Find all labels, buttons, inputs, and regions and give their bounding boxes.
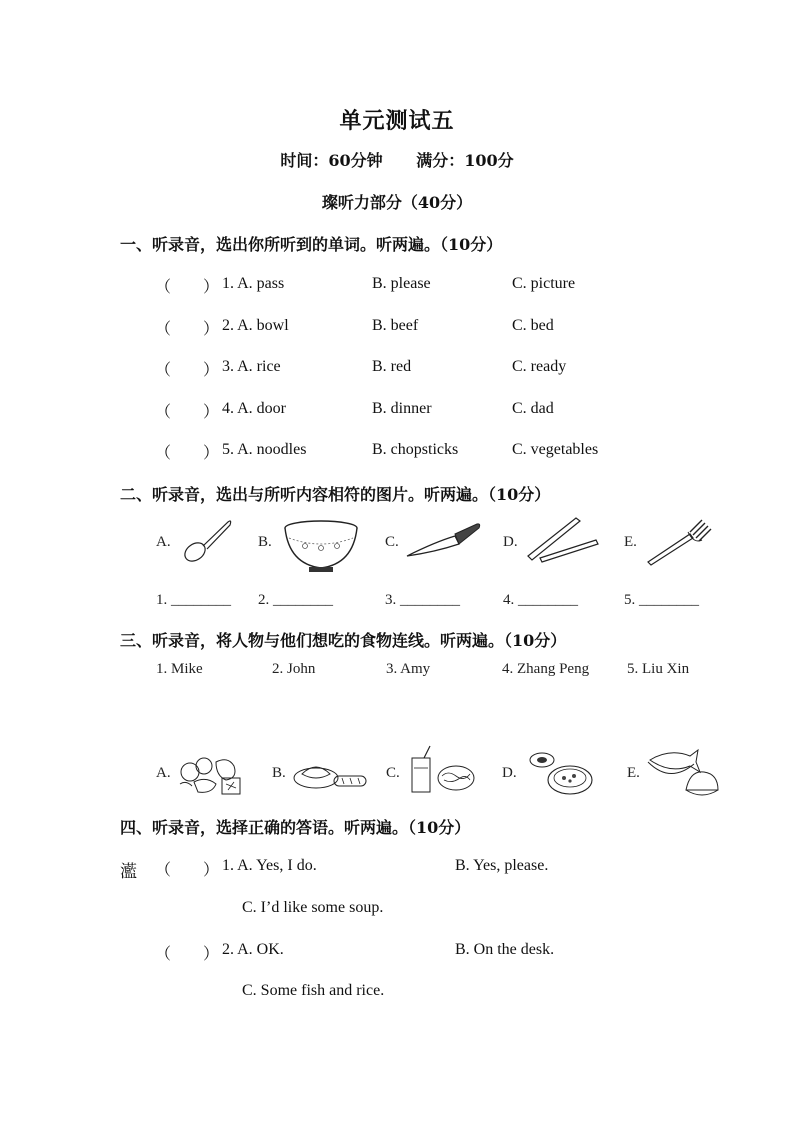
answer-blank-4[interactable]: 4. ________ (503, 592, 578, 608)
option-c: C. Some fish and rice. (242, 982, 385, 999)
page-title: 单元测试五 (339, 108, 455, 134)
answer-paren[interactable]: （ ） (155, 404, 220, 421)
food-label-c: C. (386, 765, 400, 781)
option-a: 1. A. Yes, I do. (222, 857, 317, 874)
option-b: B. beef (372, 317, 419, 334)
option-a: 3. A. rice (222, 358, 281, 375)
full-score: 满分：100分 (416, 151, 514, 170)
option-b: B. dinner (372, 400, 432, 417)
bread-icon (292, 756, 368, 792)
section4-heading: 四、听录音，选择正确的答语。听两遍。（10分） (120, 818, 471, 837)
juice-noodles-icon (408, 744, 478, 796)
picture-label-d: D. (503, 534, 518, 550)
answer-paren[interactable]: （ ） (155, 362, 220, 379)
option-b: B. chopsticks (372, 441, 459, 458)
person-4: 4. Zhang Peng (502, 661, 590, 677)
exam-meta (0, 148, 794, 171)
food-label-b: B. (272, 765, 286, 781)
option-c: C. ready (512, 358, 567, 375)
knife-icon (405, 520, 481, 560)
food-label-a: A. (156, 765, 171, 781)
option-c: C. dad (512, 400, 554, 417)
answer-blank-3[interactable]: 3. ________ (385, 592, 460, 608)
answer-paren[interactable]: （ ） (155, 946, 220, 963)
section3-heading: 三、听录音，将人物与他们想吃的食物连线。听两遍。（10分） (120, 631, 567, 650)
bowl-icon (283, 520, 359, 574)
option-a: 5. A. noodles (222, 441, 307, 458)
option-c: C. I’d like some soup. (242, 899, 384, 916)
answer-blank-1[interactable]: 1. ________ (156, 592, 231, 608)
picture-label-b: B. (258, 534, 272, 550)
answer-paren[interactable]: （ ） (155, 279, 220, 296)
chopsticks-icon (526, 514, 602, 566)
spoon-icon (180, 516, 235, 564)
option-b: B. red (372, 358, 412, 375)
fork-icon (646, 516, 714, 568)
option-c: C. picture (512, 275, 576, 292)
option-a: 4. A. door (222, 400, 286, 417)
part-heading: 璨听力部分（40分） (321, 193, 473, 212)
answer-paren[interactable]: （ ） (155, 445, 220, 462)
person-5: 5. Liu Xin (627, 661, 690, 677)
option-c: C. bed (512, 317, 554, 334)
answer-blank-2[interactable]: 2. ________ (258, 592, 333, 608)
section1-heading: 一、听录音，选出你所听到的单词。听两遍。（10分） (120, 235, 503, 254)
answer-paren[interactable]: （ ） (155, 321, 220, 338)
margin-mark: 灆 (120, 862, 137, 882)
picture-label-e: E. (624, 534, 637, 550)
fish-rice-icon (646, 744, 722, 802)
option-c: C. vegetables (512, 441, 599, 458)
section2-heading: 二、听录音，选出与所听内容相符的图片。听两遍。（10分） (120, 485, 551, 504)
option-b: B. please (372, 275, 431, 292)
option-a: 2. A. OK. (222, 941, 284, 958)
time-limit: 时间：60分钟 (280, 151, 383, 170)
option-b: B. On the desk. (455, 941, 555, 958)
person-1: 1. Mike (156, 661, 203, 677)
food-label-e: E. (627, 765, 640, 781)
vegetables-icon (176, 754, 246, 798)
answer-blank-5[interactable]: 5. ________ (624, 592, 699, 608)
person-2: 2. John (272, 661, 316, 677)
picture-label-c: C. (385, 534, 399, 550)
food-label-d: D. (502, 765, 517, 781)
soup-icon (526, 748, 596, 800)
picture-label-a: A. (156, 534, 171, 550)
answer-paren[interactable]: （ ） (155, 862, 220, 879)
option-b: B. Yes, please. (455, 857, 549, 874)
option-a: 1. A. pass (222, 275, 285, 292)
person-3: 3. Amy (386, 661, 431, 677)
option-a: 2. A. bowl (222, 317, 289, 334)
